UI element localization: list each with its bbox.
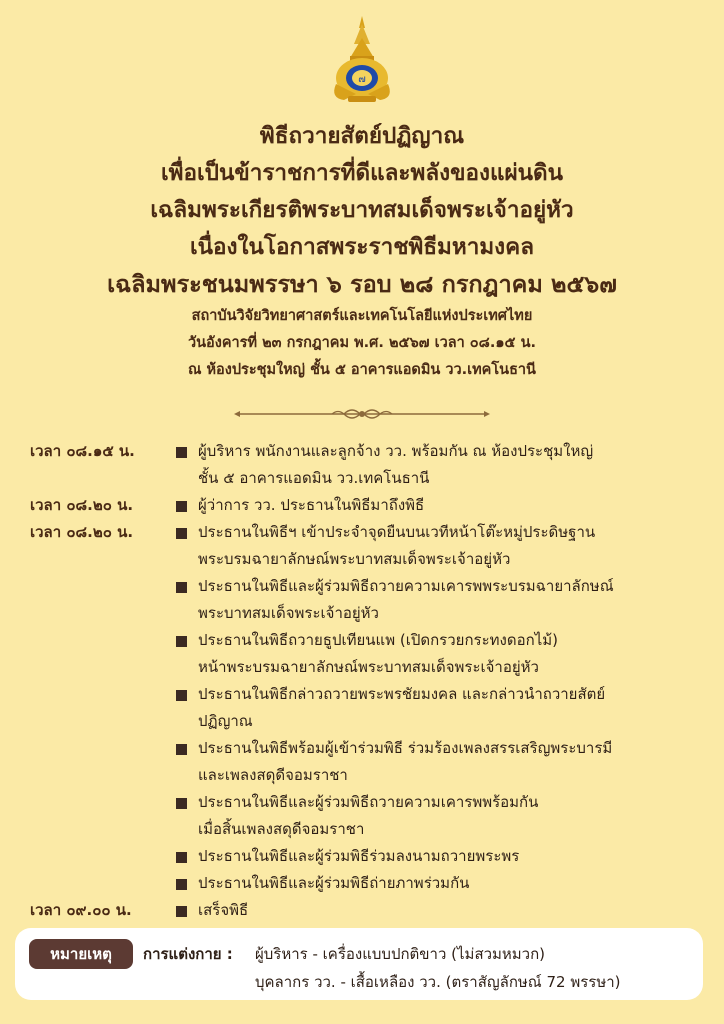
schedule-item-text: ผู้ว่าการ วว. ประธานในพิธีมาถึงพิธี <box>198 496 425 514</box>
schedule-item <box>174 897 724 924</box>
schedule-item-text: ประธานในพิธีพร้อมผู้เข้าร่วมพิธี ร่วมร้องเพลงสรรเสริญพระบารมี และเพลงสดุดีจอมราชา <box>198 739 613 784</box>
square-bullet-icon <box>176 447 187 458</box>
square-bullet-icon <box>176 582 187 593</box>
ornament-divider <box>232 404 492 424</box>
svg-text:๗: ๗ <box>358 74 366 85</box>
schedule-item-text: ผู้บริหาร พนักงานและลูกจ้าง วว. พร้อมกัน ณ ห้องประชุมใหญ่ ชั้น ๕ อาคารแอดมิน วว.เทคโนธานี <box>198 442 594 487</box>
note-badge: หมายเหตุ <box>29 939 133 969</box>
dress-code-staff: บุคลากร วว. - เสื้อเหลือง วว. (ตราสัญลักษณ์ 72 พรรษา) <box>255 973 621 991</box>
schedule-item <box>174 681 724 735</box>
square-bullet-icon <box>176 798 187 809</box>
schedule-time: เวลา ๐๘.๒๐ น. <box>30 496 134 514</box>
dress-code-executives: ผู้บริหาร - เครื่องแบบปกติขาว (ไม่สวมหมวก) <box>255 945 546 963</box>
event-date-time: วันอังคารที่ ๒๓ กรกฎาคม พ.ศ. ๒๕๖๗ เวลา ๐๘.๑๕ น. <box>187 335 536 351</box>
schedule-row <box>0 438 724 492</box>
schedule-time: เวลา ๐๘.๒๐ น. <box>30 523 134 541</box>
schedule-item <box>174 735 724 789</box>
event-venue: ณ ห้องประชุมใหญ่ ชั้น ๕ อาคารแอดมิน วว.เทคโนธานี <box>188 362 536 378</box>
organization-name: สถาบันวิจัยวิทยาศาสตร์และเทคโนโลยีแห่งประเทศไทย <box>191 308 533 324</box>
schedule-item-text: ประธานในพิธีและผู้ร่วมพิธีร่วมลงนามถวายพระพร <box>198 847 520 865</box>
schedule-item <box>174 870 724 897</box>
schedule-time: เวลา ๐๙.๐๐ น. <box>30 901 132 919</box>
square-bullet-icon <box>176 690 187 701</box>
schedule-row <box>0 897 724 924</box>
square-bullet-icon <box>176 906 187 917</box>
title-line-3: เฉลิมพระเกียรติพระบาทสมเด็จพระเจ้าอยู่หัว <box>150 197 574 223</box>
title-line-4: เนื่องในโอกาสพระราชพิธีมหามงคล <box>189 234 535 260</box>
title-line-1: พิธีถวายสัตย์ปฏิญาณ <box>259 123 465 149</box>
schedule-row <box>0 492 724 519</box>
schedule-item-text: ประธานในพิธีและผู้ร่วมพิธีถวายความเคารพพระบรมฉายาลักษณ์ พระบาทสมเด็จพระเจ้าอยู่หัว <box>198 577 614 622</box>
schedule-item <box>174 573 724 627</box>
title-line-2: เพื่อเป็นข้าราชการที่ดีและพลังของแผ่นดิน <box>160 160 564 186</box>
schedule-item-text: เสร็จพิธี <box>198 901 249 919</box>
note-box <box>15 928 703 1000</box>
square-bullet-icon <box>176 528 187 539</box>
square-bullet-icon <box>176 744 187 755</box>
square-bullet-icon <box>176 879 187 890</box>
schedule-list <box>0 438 724 924</box>
schedule-item-text: ประธานในพิธีและผู้ร่วมพิธีถวายความเคารพพร้อมกัน เมื่อสิ้นเพลงสดุดีจอมราชา <box>198 793 539 838</box>
schedule-item <box>174 843 724 870</box>
square-bullet-icon <box>176 852 187 863</box>
schedule-item <box>174 627 724 681</box>
schedule-item-text: ประธานในพิธีกล่าวถวายพระพรชัยมงคล และกล่าวนำถวายสัตย์ ปฏิญาณ <box>198 685 606 730</box>
square-bullet-icon <box>176 636 187 647</box>
dress-code-label: การแต่งกาย : <box>143 945 233 963</box>
title-block <box>0 118 724 384</box>
title-line-5: เฉลิมพระชนมพรรษา ๖ รอบ ๒๘ กรกฎาคม ๒๕๖๗ <box>107 270 617 298</box>
schedule-item-text: ประธานในพิธีฯ เข้าประจำจุดยืนบนเวทีหน้าโต๊ะหมู่ประดิษฐาน พระบรมฉายาลักษณ์พระบาทสมเด็จพระเจ้าอยู่หัว <box>198 523 596 568</box>
schedule-item <box>174 438 724 492</box>
square-bullet-icon <box>176 501 187 512</box>
schedule-item <box>174 519 724 573</box>
schedule-item-text: ประธานในพิธีถวายธูปเทียนแพ (เปิดกรวยกระทงดอกไม้) หน้าพระบรมฉายาลักษณ์พระบาทสมเด็จพระเจ้าอยู่หัว <box>198 631 558 676</box>
schedule-row <box>0 519 724 897</box>
schedule-item <box>174 492 724 519</box>
schedule-item <box>174 789 724 843</box>
royal-emblem-icon <box>326 14 398 106</box>
schedule-item-text: ประธานในพิธีและผู้ร่วมพิธีถ่ายภาพร่วมกัน <box>198 874 470 892</box>
schedule-time: เวลา ๐๘.๑๕ น. <box>30 442 135 460</box>
